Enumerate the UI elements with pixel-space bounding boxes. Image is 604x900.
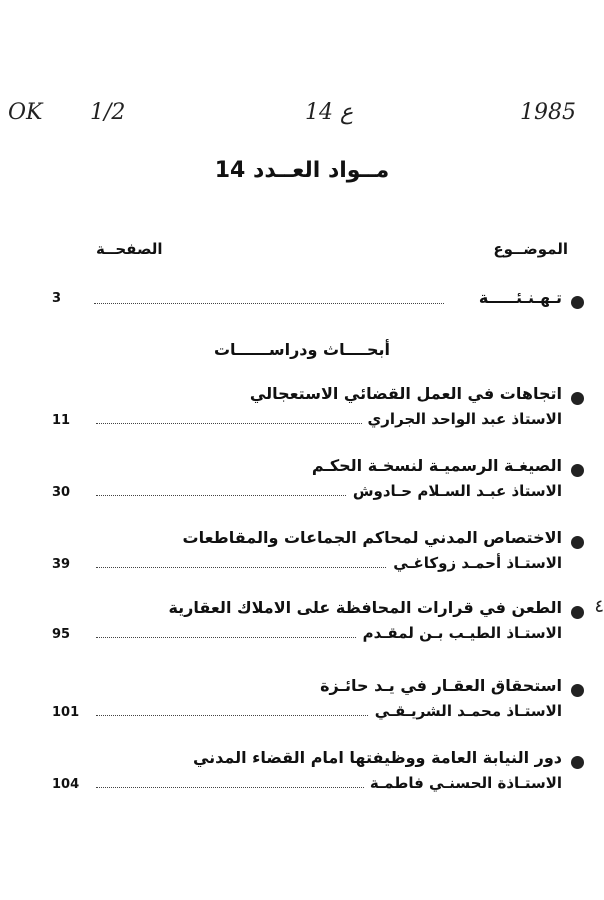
toc-entry-page: 39 (52, 557, 71, 572)
handwritten-issue-note: 14 ع (305, 100, 354, 125)
bullet-icon (571, 606, 584, 619)
toc-entry-author: الاستـاذ الطيـب بـن لمقـدم (357, 624, 562, 642)
toc-entry-page: 101 (52, 705, 80, 720)
column-header-topic: الموضــوع (493, 240, 568, 258)
toc-entry-page: 30 (52, 485, 71, 500)
toc-entry-title: دور النيابة العامة ووظيفتها امام القضاء المدني (192, 748, 562, 767)
toc-entry-page: 104 (52, 777, 80, 792)
handwritten-fraction: 1/2 (90, 100, 126, 125)
toc-entry-title: الصيغـة الرسميـة لنسخـة الحكـم (311, 456, 562, 475)
toc-entry-title: تـهـنـئـــــة (478, 288, 562, 307)
bullet-icon (571, 536, 584, 549)
bullet-icon (571, 756, 584, 769)
leader-dots (94, 303, 444, 304)
bullet-icon (571, 392, 584, 405)
column-header-page: الصفحــة (96, 240, 163, 258)
toc-entry-author: الاستـاذ محمـد الشريـقـي (369, 702, 562, 720)
toc-entry-author: الاستـاذة الحسنـي فاطمـة (364, 774, 562, 792)
handwritten-ok: OK (8, 100, 43, 125)
toc-entry-author: الاستـاذ أحمـد زوكاغـي (387, 554, 562, 572)
toc-entry-title: اتجاهات في العمل القضائي الاستعجالي (249, 384, 562, 403)
page-title: مــواد العــدد 14 (214, 158, 390, 183)
leader-dots (96, 715, 404, 716)
toc-entry-author: الاستاذ عبـد السـلام حـادوش (347, 482, 562, 500)
bullet-icon (571, 684, 584, 697)
bullet-icon (571, 296, 584, 309)
toc-entry-page: 95 (52, 627, 71, 642)
toc-entry-title: الطعن في قرارات المحافظة على الاملاك العقارية (168, 598, 562, 617)
toc-entry-page: 11 (52, 413, 71, 428)
section-heading: أبحــــاث ودراســــــات (213, 340, 391, 359)
bullet-icon (571, 464, 584, 477)
toc-entry-author: الاستاذ عبد الواحد الجراري (362, 410, 562, 428)
toc-entry-title: الاختصاص المدني لمحاكم الجماعات والمقاطعات (182, 528, 562, 547)
leader-dots (96, 567, 404, 568)
margin-mark: ٤ (594, 596, 604, 617)
leader-dots (96, 423, 404, 424)
toc-entry-page: 3 (52, 291, 62, 306)
toc-entry-title: استحقاق العقـار في يـد حائـزة (320, 676, 562, 695)
leader-dots (96, 787, 404, 788)
handwritten-year: 1985 (520, 100, 576, 125)
